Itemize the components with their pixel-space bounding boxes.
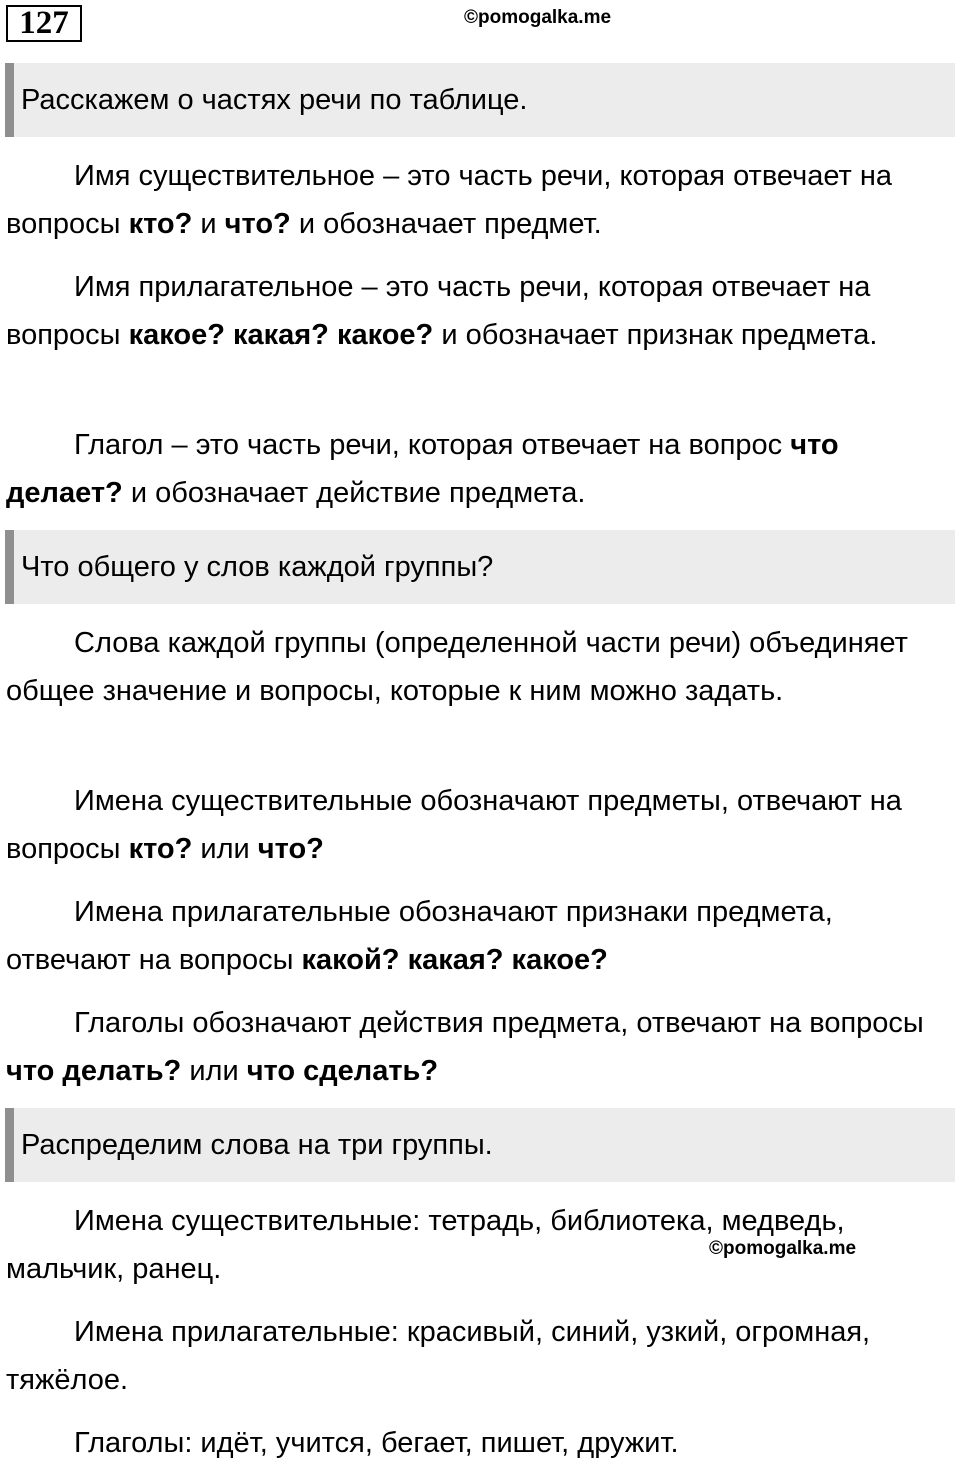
bold-question: какой? какая? какое? — [301, 944, 608, 976]
text-run: или — [181, 1055, 247, 1087]
text-run: и обозначает признак предмета. — [433, 319, 878, 351]
text-run: и обозначает предмет. — [290, 208, 602, 240]
bold-question: что сделать? — [246, 1055, 439, 1087]
bold-question: какое? какая? какое? — [128, 319, 434, 351]
text-run: Имена существительные: тетрадь, библиотека, медведь, мальчик, ранец. — [6, 1205, 845, 1285]
section-header-distribute-words: Распределим слова на три группы. — [5, 1108, 955, 1182]
text-run: и обозначает действие предмета. — [122, 477, 586, 509]
bold-question: что? — [257, 833, 324, 865]
page-number: 127 — [6, 5, 82, 42]
paragraph-groups-common — [6, 619, 941, 715]
bold-question: кто? — [128, 833, 193, 865]
text-run: и — [192, 208, 225, 240]
text-run: Имена прилагательные: красивый, синий, узкий, огромная, тяжёлое. — [6, 1316, 871, 1396]
paragraph-verbs-meaning — [6, 999, 941, 1095]
section-header-parts-of-speech: Расскажем о частях речи по таблице. — [5, 63, 955, 137]
watermark-top: ©pomogalka.me — [464, 7, 612, 28]
text-run: или — [192, 833, 258, 865]
bold-question: что делает? — [6, 429, 839, 509]
watermark-middle: ©pomogalka.me — [709, 1238, 857, 1259]
text-run: Имена существительные обозначают предметы, отвечают на вопросы — [6, 785, 902, 865]
paragraph-verb-definition — [6, 421, 941, 517]
paragraph-adjectives-list — [6, 1308, 941, 1404]
bold-question: кто? — [128, 208, 193, 240]
text-run: Глаголы: идёт, учится, бегает, пишет, дружит. — [74, 1427, 679, 1459]
text-run: Имя прилагательное – это часть речи, которая отвечает на вопросы — [6, 271, 871, 351]
paragraph-verbs-list — [6, 1419, 941, 1467]
section-header-common-features: Что общего у слов каждой группы? — [5, 530, 955, 604]
paragraph-adjectives-meaning — [6, 888, 941, 984]
paragraph-noun-definition — [6, 152, 941, 248]
bold-question: что делать? — [6, 1055, 182, 1087]
text-run: Слова каждой группы (определенной части речи) объединяет общее значение и вопросы, которые к ним можно задать. — [6, 627, 908, 707]
paragraph-adjective-definition — [6, 263, 941, 359]
text-run: Имена прилагательные обозначают признаки предмета, отвечают на вопросы — [6, 896, 833, 976]
text-run: Имя существительное – это часть речи, которая отвечает на вопросы — [6, 160, 892, 240]
bold-question: что? — [224, 208, 291, 240]
text-run: Глагол – это часть речи, которая отвечает на вопрос — [74, 429, 791, 461]
paragraph-nouns-meaning — [6, 777, 941, 873]
text-run: Глаголы обозначают действия предмета, отвечают на вопросы — [74, 1007, 924, 1039]
